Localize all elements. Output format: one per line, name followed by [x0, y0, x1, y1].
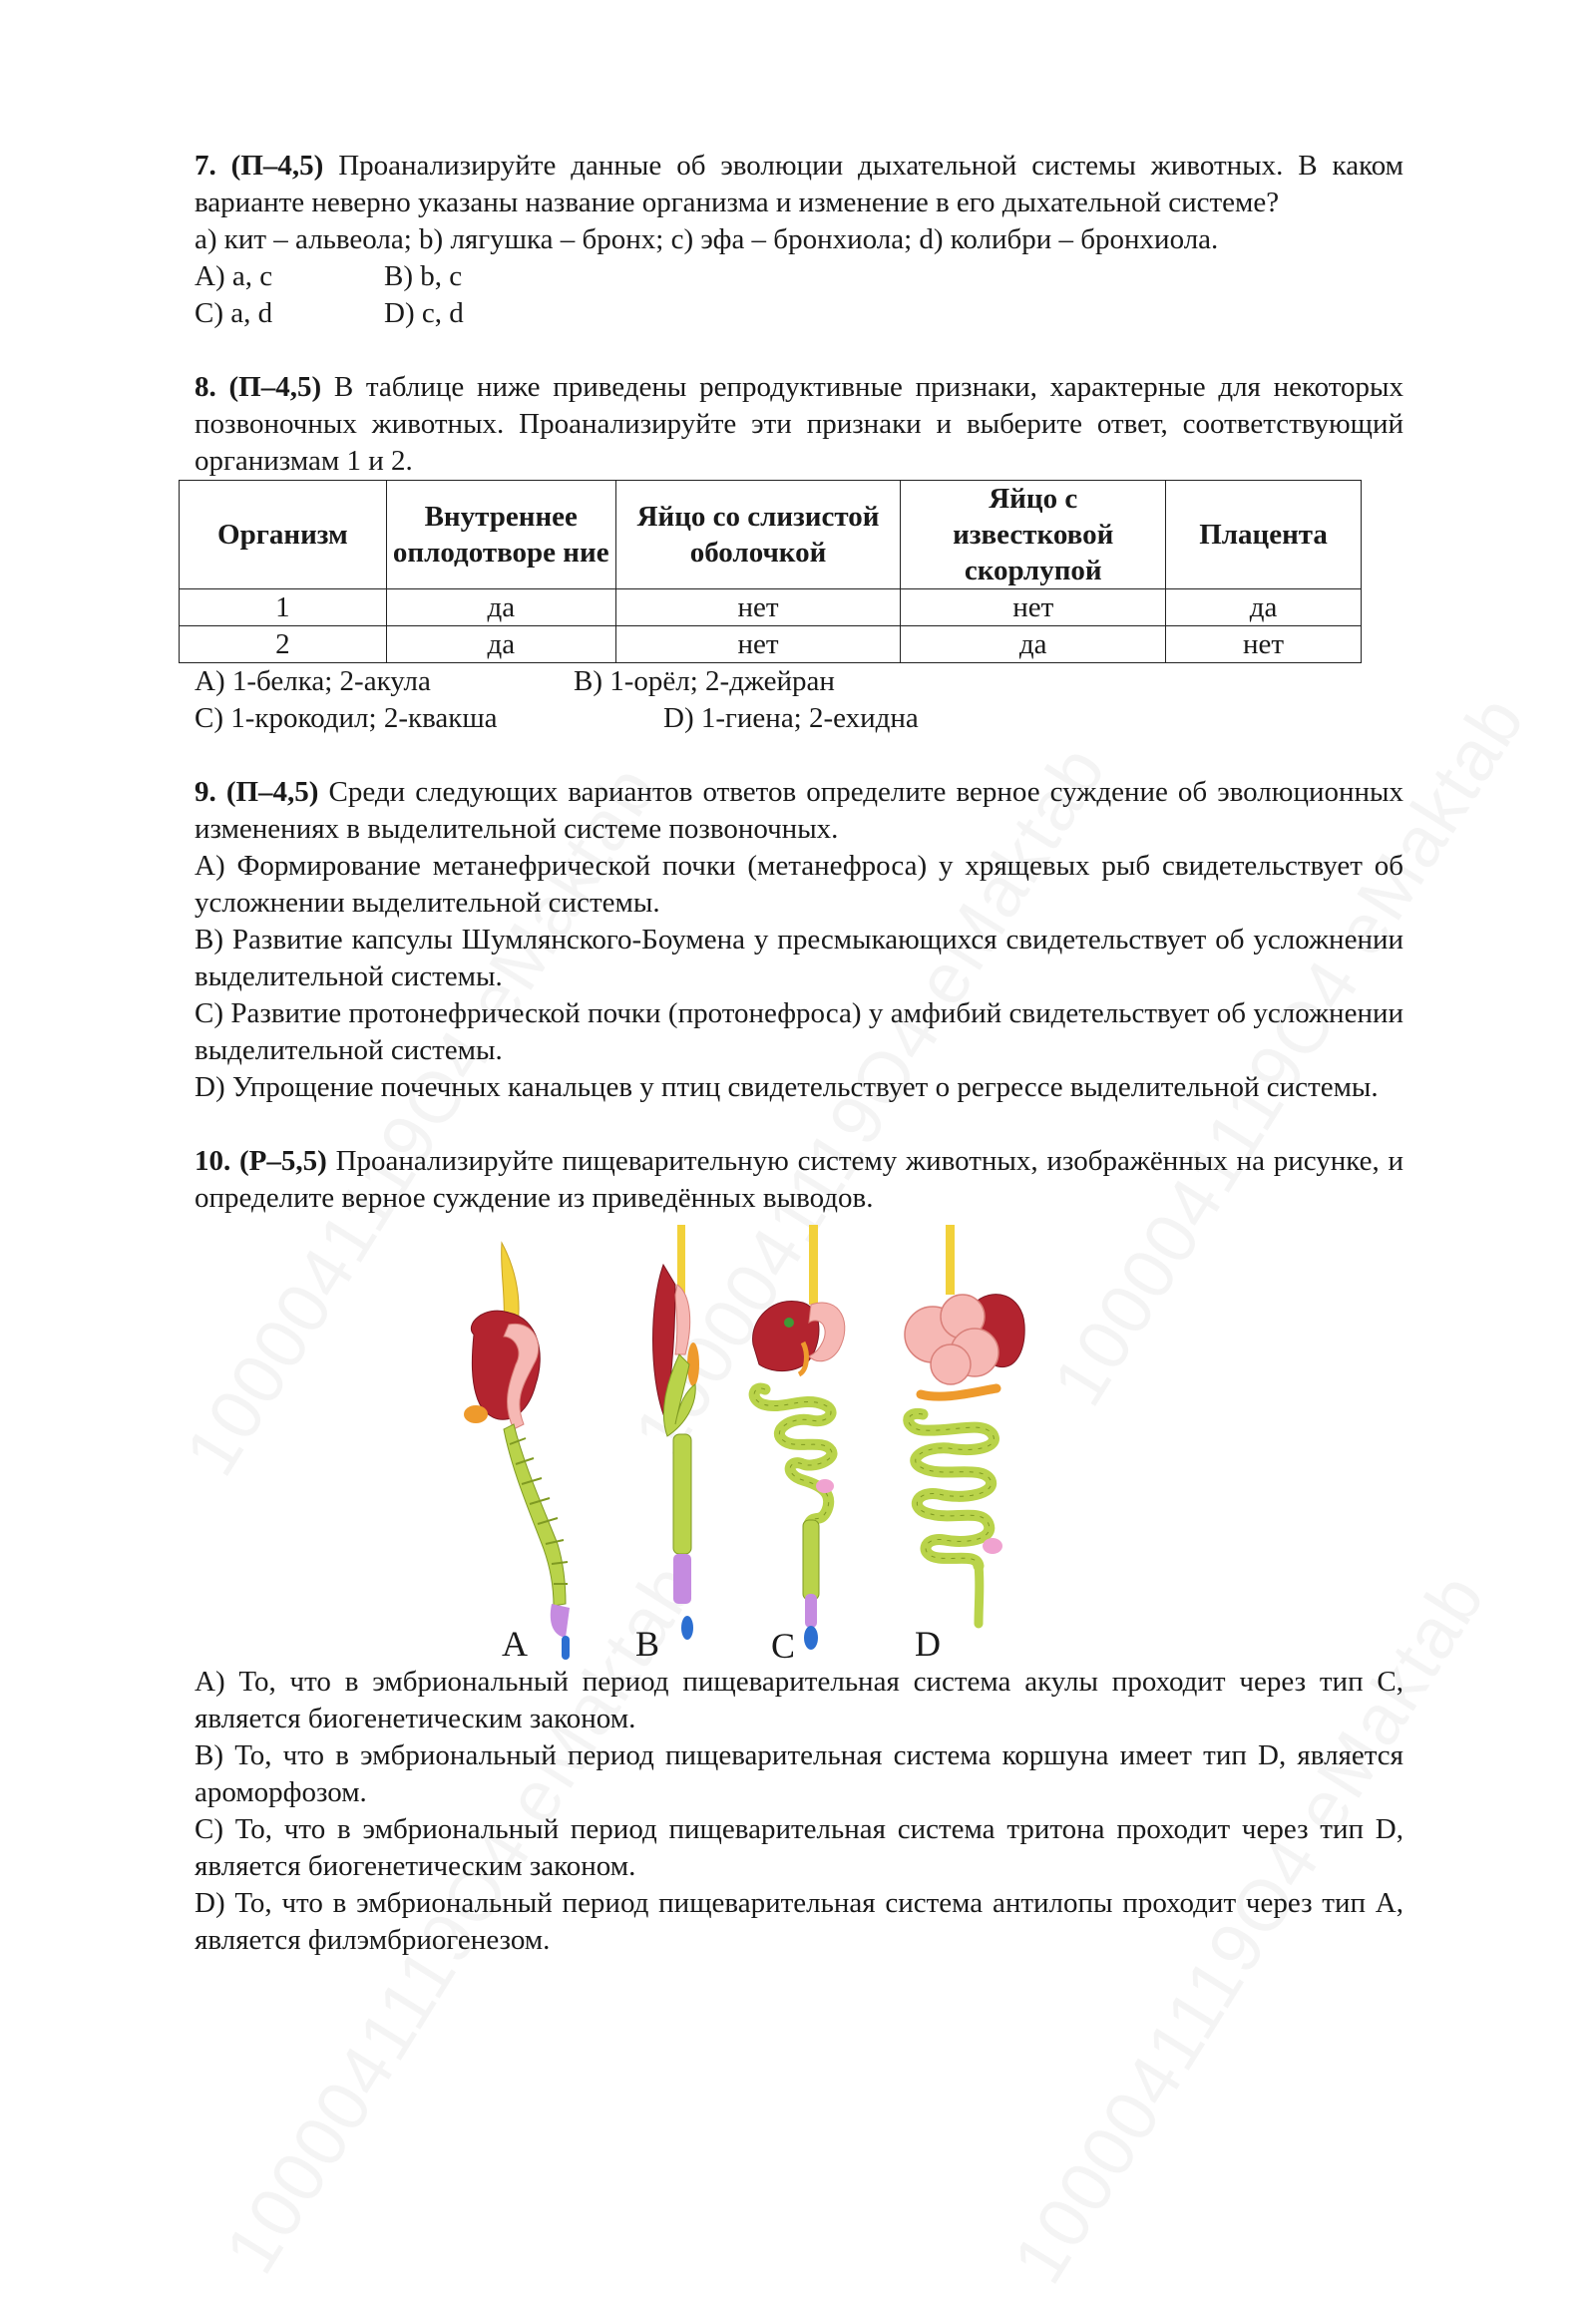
figure-label-d: D: [915, 1624, 941, 1664]
answer-options: [195, 663, 1403, 737]
digestive-system-a: [464, 1243, 570, 1664]
question-7: [195, 148, 1403, 332]
digestive-system-d: [905, 1225, 1024, 1664]
answer-option-a[interactable]: A) 1-белка; 2-акула: [195, 665, 431, 697]
table-cell: нет: [1166, 626, 1362, 663]
question-9: [195, 774, 1403, 1106]
figure-label-a: A: [502, 1624, 528, 1664]
answer-option-c[interactable]: C) То, что в эмбриональный период пищеварительная система тритона проходит через тип D, является биогенетическим законом.: [195, 1813, 1403, 1882]
table-row: [180, 589, 1362, 626]
table-header: Яйцо с известковой скорлупой: [901, 481, 1166, 589]
digestive-systems-figure: [195, 1225, 1403, 1664]
table-row: [180, 626, 1362, 663]
table-header: Организм: [180, 481, 387, 589]
answer-option-d[interactable]: D) 1-гиена; 2-ехидна: [663, 702, 919, 734]
answer-option-b[interactable]: B) 1-орёл; 2-джейран: [574, 665, 835, 697]
question-prompt: Проанализируйте данные об эволюции дыхательной системы животных. В каком варианте неверно указаны название организма и изменение в его дыхательной системе?: [195, 150, 1404, 218]
digestive-system-b: [635, 1225, 699, 1664]
figure-label-b: B: [635, 1624, 660, 1664]
table-cell: да: [386, 589, 615, 626]
question-prompt: Проанализируйте пищеварительную систему животных, изображённых на рисунке, и определите верное суждение из приведённых выводов.: [195, 1145, 1404, 1214]
question-8: [195, 369, 1403, 737]
table-cell: нет: [615, 626, 901, 663]
question-number: 10. (Р–5,5): [195, 1145, 327, 1177]
digestive-systems-illustration: [454, 1225, 1132, 1664]
question-prompt: В таблице ниже приведены репродуктивные признаки, характерные для некоторых позвоночных животных. Проанализируйте эти признаки и выберите ответ, соответствующий организмам 1 и 2.: [195, 371, 1404, 477]
table-cell: нет: [615, 589, 901, 626]
answer-option-c[interactable]: C) a, d: [195, 297, 273, 329]
question-10: [195, 1143, 1403, 1959]
table-cell: нет: [901, 589, 1166, 626]
answer-option-c[interactable]: C) Развитие протонефрической почки (протонефроса) у амфибий свидетельствует об усложнении выделительной системы.: [195, 997, 1403, 1066]
digestive-system-c: [753, 1225, 845, 1664]
answer-options: [195, 258, 1403, 332]
table-header-row: [180, 481, 1362, 589]
question-number: 8. (П–4,5): [195, 371, 322, 403]
table-cell: 2: [180, 626, 387, 663]
answer-option-d[interactable]: D) c, d: [384, 297, 464, 329]
question-7-items: a) кит – альвеола; b) лягушка – бронх; c) эфа – бронхиола; d) колибри – бронхиола.: [195, 223, 1219, 255]
answer-option-d[interactable]: D) То, что в эмбриональный период пищеварительная система антилопы проходит через тип A, является филэмбриогенезом.: [195, 1887, 1403, 1956]
table-cell: 1: [180, 589, 387, 626]
table-cell: да: [901, 626, 1166, 663]
answer-option-a[interactable]: A) То, что в эмбриональный период пищеварительная система акулы проходит через тип C, является биогенетическим законом.: [195, 1666, 1403, 1734]
reproduction-table: [179, 480, 1362, 663]
table-cell: да: [1166, 589, 1362, 626]
answer-option-d[interactable]: D) Упрощение почечных канальцев у птиц свидетельствует о регрессе выделительной системы.: [195, 1071, 1379, 1103]
question-10-text: [195, 1143, 1403, 1217]
figure-label-c: C: [771, 1626, 796, 1664]
question-prompt: Среди следующих вариантов ответов определите верное суждение об эволюционных изменениях в выделительной системе позвоночных.: [195, 776, 1404, 845]
answer-option-a[interactable]: A) Формирование метанефрической почки (метанефроса) у хрящевых рыб свидетельствует об усложнении выделительной системы.: [195, 850, 1403, 919]
page-content: [195, 148, 1403, 1959]
answer-option-a[interactable]: A) a, c: [195, 260, 273, 292]
answer-option-b[interactable]: B) b, c: [384, 260, 463, 292]
question-7-text: [195, 148, 1403, 221]
question-8-text: [195, 369, 1403, 480]
table-cell: да: [386, 626, 615, 663]
answer-option-b[interactable]: B) То, что в эмбриональный период пищеварительная система коршуна имеет тип D, является ароморфозом.: [195, 1739, 1403, 1808]
question-number: 7. (П–4,5): [195, 150, 324, 182]
question-9-text: [195, 774, 1403, 848]
answer-option-c[interactable]: C) 1-крокодил; 2-квакша: [195, 702, 498, 734]
table-header: Внутреннее оплодотворе ние: [386, 481, 615, 589]
table-header: Яйцо со слизистой оболочкой: [615, 481, 901, 589]
answer-option-b[interactable]: B) Развитие капсулы Шумлянского-Боумена у пресмыкающихся свидетельствует об усложнении выделительной системы.: [195, 924, 1403, 992]
question-number: 9. (П–4,5): [195, 776, 319, 808]
table-header: Плацента: [1166, 481, 1362, 589]
